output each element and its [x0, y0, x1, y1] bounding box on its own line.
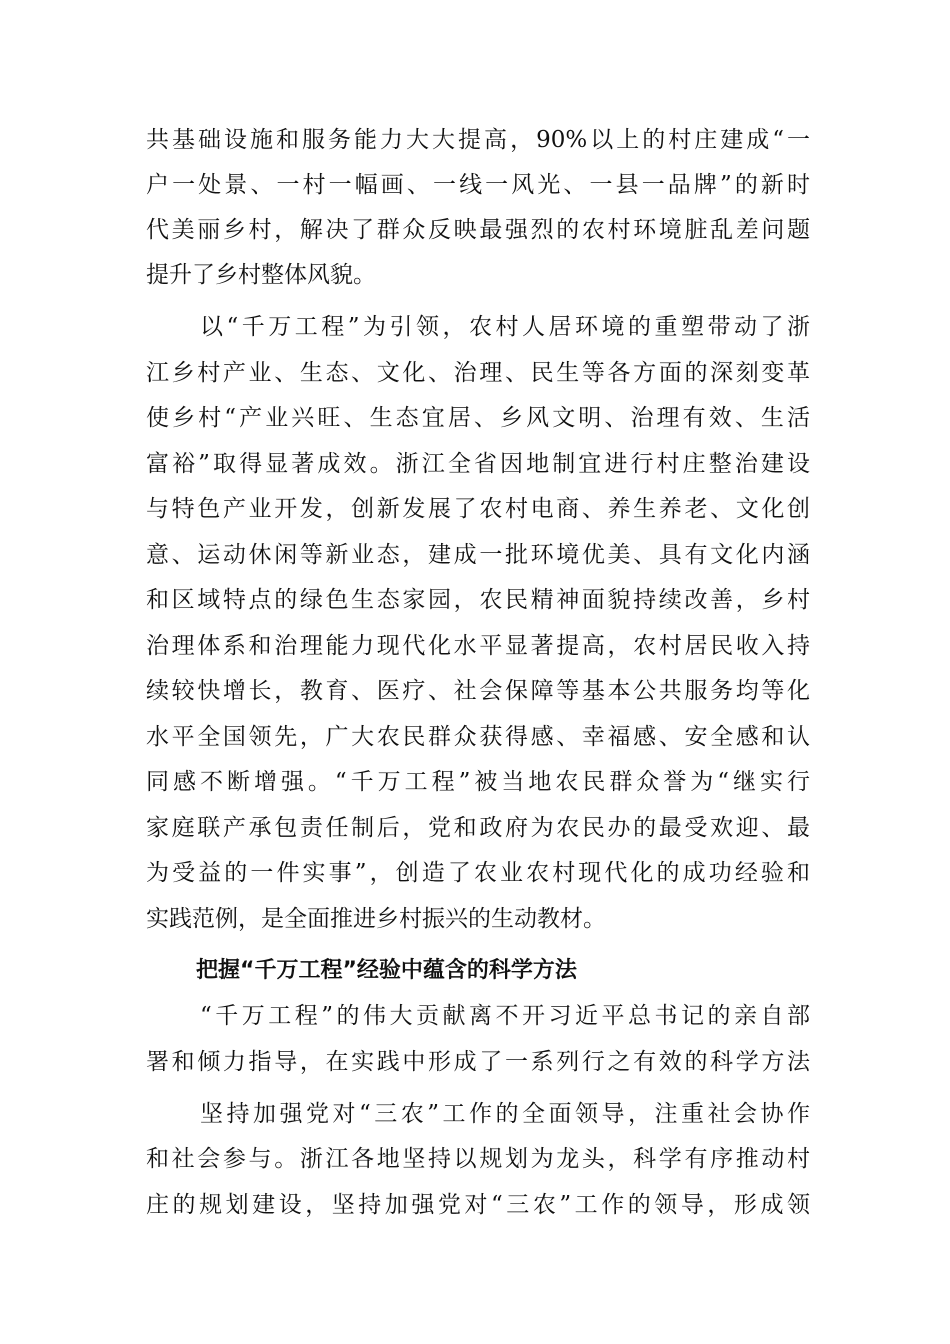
paragraph-line: 家庭联产承包责任制后，党和政府为农民办的最受欢迎、最	[146, 815, 810, 841]
paragraph-line: 庄的规划建设，坚持加强党对“三农”工作的领导，形成领	[146, 1192, 810, 1218]
paragraph-line: 和区域特点的绿色生态家园，农民精神面貌持续改善，乡村	[146, 587, 810, 613]
paragraph-line: 以“千万工程”为引领，农村人居环境的重塑带动了浙	[200, 314, 810, 340]
paragraph-line: 共基础设施和服务能力大大提高，90%以上的村庄建成“一	[146, 127, 810, 153]
paragraph-line: 江乡村产业、生态、文化、治理、民生等各方面的深刻变革	[146, 360, 810, 386]
paragraph-line: 和社会参与。浙江各地坚持以规划为龙头，科学有序推动村	[146, 1146, 810, 1172]
paragraph-line: 为受益的一件实事”，创造了农业农村现代化的成功经验和	[146, 860, 810, 886]
paragraph-line: 与特色产业开发，创新发展了农村电商、养生养老、文化创	[146, 496, 810, 522]
paragraph-line: 提升了乡村整体风貌。	[146, 262, 376, 288]
paragraph-line: 实践范例，是全面推进乡村振兴的生动教材。	[146, 906, 606, 932]
paragraph-line: 治理体系和治理能力现代化水平显著提高，农村居民收入持	[146, 633, 810, 659]
paragraph-line: 同感不断增强。“千万工程”被当地农民群众誉为“继实行	[146, 769, 810, 795]
paragraph-line: 富裕”取得显著成效。浙江全省因地制宜进行村庄整治建设	[146, 451, 810, 477]
section-heading: 把握“千万工程”经验中蕴含的科学方法	[196, 958, 577, 983]
paragraph-line: “千万工程”的伟大贡献离不开习近平总书记的亲自部	[200, 1003, 810, 1029]
paragraph-line: 代美丽乡村，解决了群众反映最强烈的农村环境脏乱差问题	[146, 217, 810, 243]
paragraph-line: 续较快增长，教育、医疗、社会保障等基本公共服务均等化	[146, 678, 810, 704]
paragraph-line: 使乡村“产业兴旺、生态宜居、乡风文明、治理有效、生活	[146, 405, 810, 431]
paragraph-line: 坚持加强党对“三农”工作的全面领导，注重社会协作	[200, 1101, 810, 1127]
paragraph-line: 意、运动休闲等新业态，建成一批环境优美、具有文化内涵	[146, 542, 810, 568]
paragraph-line: 户一处景、一村一幅画、一线一风光、一县一品牌”的新时	[146, 172, 810, 198]
paragraph-line: 署和倾力指导，在实践中形成了一系列行之有效的科学方法	[146, 1049, 810, 1075]
paragraph-line: 水平全国领先，广大农民群众获得感、幸福感、安全感和认	[146, 724, 810, 750]
